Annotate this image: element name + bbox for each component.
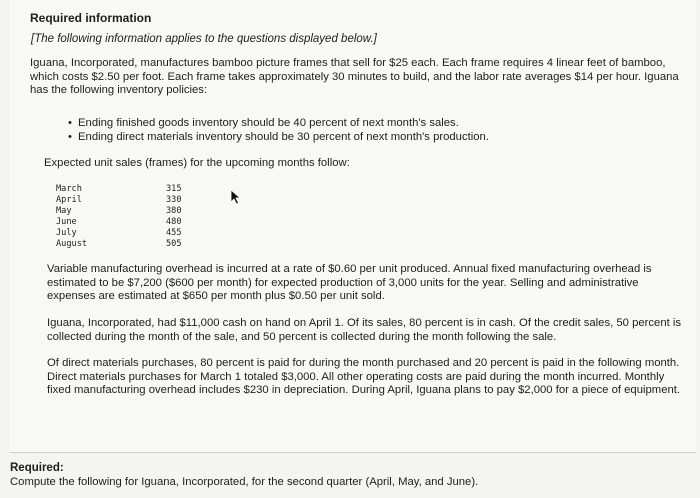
table-row [44,206,194,217]
table-row [44,228,194,239]
sales-intro: Expected unit sales (frames) for the upcoming months follow: [44,157,350,169]
table-row [44,239,194,250]
mouse-cursor-icon [230,189,244,205]
sales-table [44,184,194,250]
cash-paragraph: Iguana, Incorporated, had $11,000 cash on hand on April 1. Of its sales, 80 percent is in cash. Of the credit sales, 50 percent is collected during the month of the sale, and 50 percent is collected during the month following the sale. [47,317,682,343]
month-cell: April [56,195,82,205]
units-cell: 480 [166,217,182,227]
table-row [44,217,194,228]
inventory-policy-list [68,117,489,144]
units-cell: 505 [166,239,182,249]
month-cell: May [56,206,72,216]
month-cell: June [56,217,77,227]
month-cell: July [56,228,77,238]
units-cell: 455 [166,228,182,238]
units-cell: 315 [166,184,182,194]
month-cell: March [56,184,82,194]
month-cell: August [56,239,88,249]
section-subtitle: [The following information applies to the questions displayed below.] [31,33,377,45]
policy-item: • Ending direct materials inventory should be 30 percent of next month's production. [68,131,489,145]
units-cell: 380 [166,206,182,216]
table-row [44,184,194,195]
units-cell: 330 [166,195,182,205]
policy-item: • Ending finished goods inventory should be 40 percent of next month's sales. [68,117,489,131]
information-panel [10,0,696,453]
intro-paragraph: Iguana, Incorporated, manufactures bamboo picture frames that sell for $25 each. Each frame requires 4 linear feet of bamboo, which costs $2.50 per foot. Each frame takes approximately 30 minutes to build, and the labor rate averages $14 per hour. Iguana has the following inventory policies: [30,57,679,96]
purchases-paragraph: Of direct materials purchases, 80 percent is paid for during the month purchased and 20 percent is paid in the following month. Direct materials purchases for March 1 totaled $3,000. All other operating costs are paid during the month incurred. Monthly fixed manufacturing overhead includes $230 in depreciation. During April, Iguana plans to pay $2,000 for a piece of equipment. [47,357,681,396]
overhead-paragraph: Variable manufacturing overhead is incurred at a rate of $0.60 per unit produced. Annual fixed manufacturing overhead is estimated to be $7,200 ($600 per month) for expected production of 3,000 units for the year. Selling and administrative expenses are estimated at $650 per month plus $0.50 per unit sold. [47,263,652,302]
table-row [44,195,194,206]
section-title: Required information [30,11,152,25]
required-label: Required: [10,462,64,474]
required-text: Compute the following for Iguana, Incorporated, for the second quarter (April, May, and June). [10,476,479,488]
